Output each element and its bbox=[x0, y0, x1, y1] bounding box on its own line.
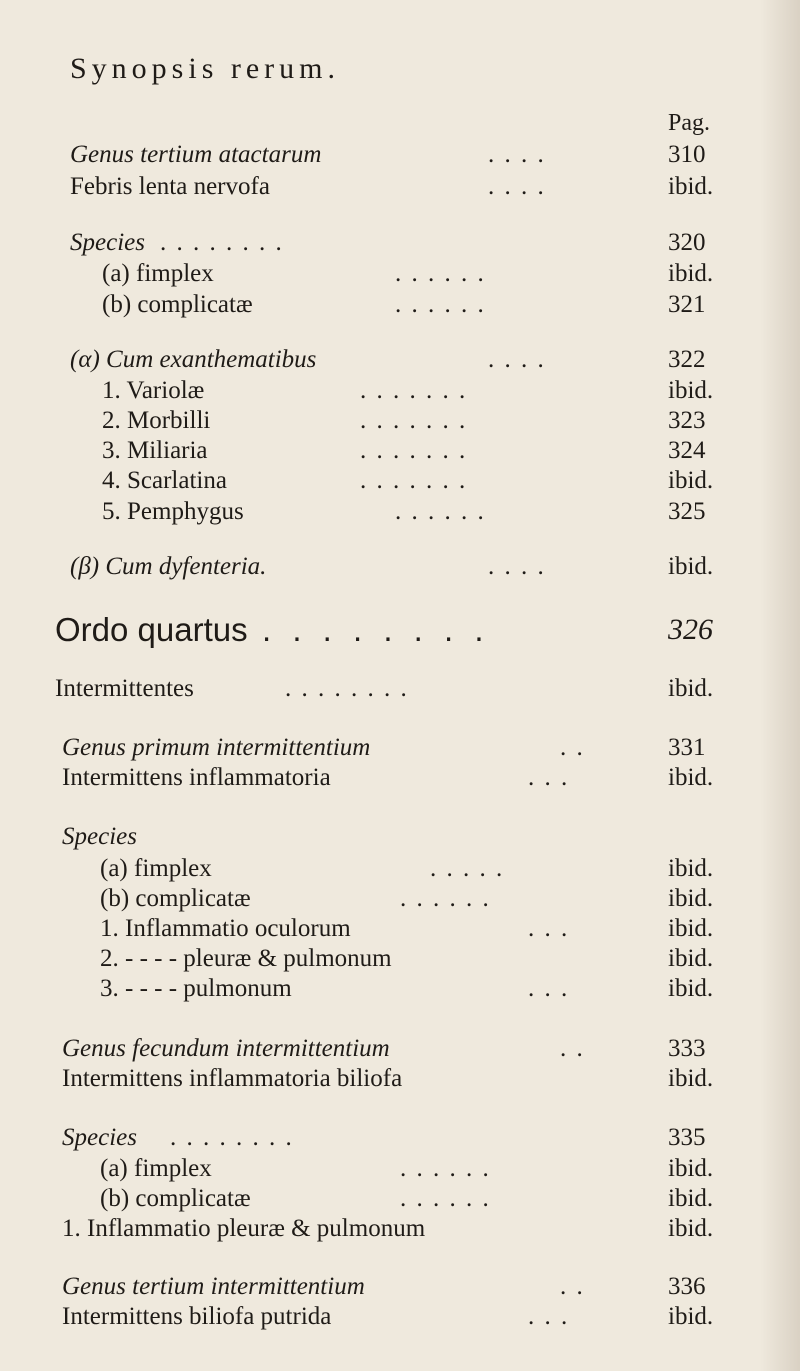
toc-entry bbox=[0, 1123, 800, 1153]
entry-title: 2. - - - - pleuræ & pulmonum bbox=[100, 945, 392, 972]
leader-dots: . . . . . . bbox=[395, 498, 486, 525]
leader-dots: . . . bbox=[528, 915, 570, 942]
leader-dots: . . . . bbox=[488, 553, 546, 580]
entry-title: 1. Inflammatio pleuræ & pulmonum bbox=[62, 1215, 426, 1242]
page-number: ibid. bbox=[668, 1215, 714, 1242]
leader-dots: . . . . . . . bbox=[360, 377, 468, 404]
leader-dots: . . . . bbox=[488, 346, 546, 373]
page-number: ibid. bbox=[668, 467, 714, 494]
page-number: ibid. bbox=[668, 553, 714, 580]
page-number: ibid. bbox=[668, 885, 714, 912]
toc-entry bbox=[0, 376, 800, 406]
toc-entry bbox=[0, 1302, 800, 1332]
page-number: 324 bbox=[668, 437, 706, 464]
leader-dots: . . . bbox=[528, 764, 570, 791]
toc-entry bbox=[0, 974, 800, 1004]
page-number: ibid. bbox=[668, 1065, 714, 1092]
page-number: ibid. bbox=[668, 975, 714, 1002]
leader-dots: . . . . . . . . bbox=[160, 229, 284, 256]
entry-title: Intermittentes bbox=[55, 675, 194, 702]
page-number: 323 bbox=[668, 407, 706, 434]
leader-dots: . . . . . bbox=[430, 855, 505, 882]
entry-title: (α) Cum exanthematibus bbox=[70, 346, 317, 373]
entry-title: 2. Morbilli bbox=[102, 407, 211, 434]
page-number: 336 bbox=[668, 1273, 706, 1300]
entry-title: (b) complicatæ bbox=[102, 291, 253, 318]
entry-title: Intermittens inflammatoria bbox=[62, 764, 331, 791]
toc-entry bbox=[0, 497, 800, 527]
page-number: 331 bbox=[668, 734, 706, 761]
toc-entry bbox=[0, 822, 800, 852]
toc-entry bbox=[0, 172, 800, 202]
entry-title: Intermittens inflammatoria biliofa bbox=[62, 1065, 403, 1092]
entry-title: 1. Inflammatio oculorum bbox=[100, 915, 351, 942]
leader-dots: . . bbox=[560, 734, 585, 761]
toc-entry bbox=[0, 259, 800, 289]
page-number: 310 bbox=[668, 141, 706, 168]
toc-entry bbox=[0, 854, 800, 884]
entry-title: Genus primum intermittentium bbox=[62, 734, 371, 761]
section-heading: Ordo quartus bbox=[55, 611, 248, 648]
entry-title: 1. Variolæ bbox=[102, 377, 205, 404]
toc-entry bbox=[0, 1272, 800, 1302]
toc-entry bbox=[0, 466, 800, 496]
entry-title: (a) fimplex bbox=[100, 855, 212, 882]
toc-entry bbox=[0, 436, 800, 466]
entry-title: Species bbox=[62, 1124, 137, 1151]
toc-entry bbox=[0, 1064, 800, 1094]
toc-entry bbox=[0, 140, 800, 170]
toc-entry bbox=[0, 1214, 800, 1244]
leader-dots: . . . . bbox=[488, 141, 546, 168]
page-number: ibid. bbox=[668, 764, 714, 791]
page-number: 322 bbox=[668, 346, 706, 373]
page-number: 325 bbox=[668, 498, 706, 525]
entry-title: 4. Scarlatina bbox=[102, 467, 227, 494]
entry-title: Genus fecundum intermittentium bbox=[62, 1035, 390, 1062]
leader-dots: . . . . . . . . bbox=[262, 611, 490, 648]
toc-entry-ordo bbox=[0, 610, 800, 650]
entry-title: 3. - - - - pulmonum bbox=[100, 975, 292, 1002]
entry-title: Species bbox=[62, 823, 137, 850]
toc-entry bbox=[0, 944, 800, 974]
entry-title: (b) complicatæ bbox=[100, 885, 251, 912]
leader-dots: . . . . . . . . bbox=[170, 1124, 294, 1151]
page-number: ibid. bbox=[668, 675, 714, 702]
leader-dots: . . . . . . bbox=[400, 1185, 491, 1212]
page-number: ibid. bbox=[668, 1303, 714, 1330]
toc-entry bbox=[0, 733, 800, 763]
toc-entry bbox=[0, 674, 800, 704]
toc-entry bbox=[0, 1184, 800, 1214]
leader-dots: . . . . . . bbox=[400, 885, 491, 912]
toc-entry bbox=[0, 1034, 800, 1064]
leader-dots: . . . bbox=[528, 1303, 570, 1330]
entry-title: Intermittens biliofa putrida bbox=[62, 1303, 332, 1330]
entry-title: (a) fimplex bbox=[102, 260, 214, 287]
page-number: 321 bbox=[668, 291, 706, 318]
toc-entry bbox=[0, 290, 800, 320]
toc-entry bbox=[0, 763, 800, 793]
toc-entry bbox=[0, 552, 800, 582]
page-column-label: Pag. bbox=[668, 110, 710, 136]
leader-dots: . . . . . . . bbox=[360, 467, 468, 494]
leader-dots: . . . bbox=[528, 975, 570, 1002]
page-number: ibid. bbox=[668, 915, 714, 942]
page-number: ibid. bbox=[668, 1185, 714, 1212]
leader-dots: . . bbox=[560, 1035, 585, 1062]
running-header: Synopsis rerum. bbox=[70, 52, 340, 85]
leader-dots: . . . . . . bbox=[395, 260, 486, 287]
page-number: 320 bbox=[668, 229, 706, 256]
page-number: ibid. bbox=[668, 377, 714, 404]
leader-dots: . . bbox=[560, 1273, 585, 1300]
leader-dots: . . . . . . . bbox=[360, 407, 468, 434]
toc-entry bbox=[0, 345, 800, 375]
leader-dots: . . . . . . bbox=[395, 291, 486, 318]
leader-dots: . . . . . . . . bbox=[285, 675, 409, 702]
leader-dots: . . . . bbox=[488, 173, 546, 200]
page-number: ibid. bbox=[668, 260, 714, 287]
leader-dots: . . . . . . bbox=[400, 1155, 491, 1182]
leader-dots: . . . . . . . bbox=[360, 437, 468, 464]
entry-title: Species bbox=[70, 229, 145, 256]
toc-entry bbox=[0, 406, 800, 436]
entry-title: 3. Miliaria bbox=[102, 437, 208, 464]
toc-entry bbox=[0, 884, 800, 914]
entry-title: Febris lenta nervofa bbox=[70, 173, 270, 200]
toc-entry bbox=[0, 914, 800, 944]
page-number: 335 bbox=[668, 1124, 706, 1151]
entry-title: Genus tertium atactarum bbox=[70, 141, 322, 168]
entry-title: (β) Cum dyfenteria. bbox=[70, 553, 267, 580]
page-number: ibid. bbox=[668, 1155, 714, 1182]
page-number: ibid. bbox=[668, 945, 714, 972]
page-number: 326 bbox=[668, 613, 713, 646]
entry-title: Genus tertium intermittentium bbox=[62, 1273, 365, 1300]
page-number: ibid. bbox=[668, 855, 714, 882]
page-number: ibid. bbox=[668, 173, 714, 200]
page-number: 333 bbox=[668, 1035, 706, 1062]
entry-title: (b) complicatæ bbox=[100, 1185, 251, 1212]
toc-entry bbox=[0, 228, 800, 258]
entry-title: 5. Pemphygus bbox=[102, 498, 244, 525]
entry-title: (a) fimplex bbox=[100, 1155, 212, 1182]
toc-entry bbox=[0, 1154, 800, 1184]
